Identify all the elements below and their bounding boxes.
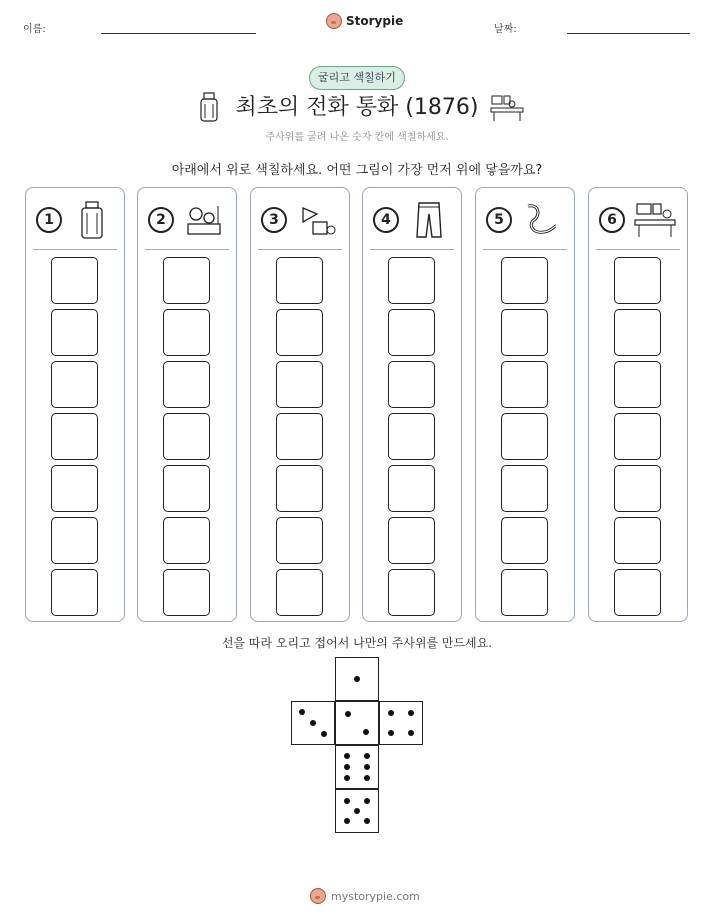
title-text: 최초의 전화 통화 (1876) [235,95,479,120]
color-box[interactable] [388,257,435,304]
cut-instruction: 선을 따라 오리고 접어서 나만의 주사위를 만드세요. [221,636,493,650]
pip [364,764,370,770]
subtitle: 주사위를 굴려 나온 숫자 칸에 색칠하세요. [265,132,449,143]
die-face-1 [335,657,379,701]
activity-badge: 굴리고 색칠하기 [309,66,405,90]
column-number: 1 [36,207,62,233]
color-box[interactable] [501,569,548,616]
pip [344,798,350,804]
die-face-5 [335,789,379,833]
battery-jar-icon [198,92,220,124]
pig-mascot-icon [310,888,326,904]
pip [364,775,370,781]
color-box[interactable] [51,569,98,616]
pip [344,818,350,824]
color-box[interactable] [163,413,210,460]
color-box[interactable] [276,257,323,304]
brand-logo [326,13,403,29]
pip [364,818,370,824]
color-box[interactable] [163,569,210,616]
column-number: 3 [261,207,287,233]
color-box[interactable] [276,361,323,408]
color-box[interactable] [163,257,210,304]
name-label: 이름: [23,24,46,35]
color-box[interactable] [614,309,661,356]
color-box[interactable] [163,361,210,408]
die-face-4 [379,701,423,745]
color-box[interactable] [51,413,98,460]
die-face-3 [291,701,335,745]
column-1 [25,187,125,622]
column-divider [145,249,229,250]
column-divider [33,249,117,250]
battery-jar-icon [70,200,114,240]
color-box[interactable] [501,361,548,408]
color-box[interactable] [276,569,323,616]
date-label: 날짜: [494,24,517,35]
color-box[interactable] [388,413,435,460]
color-box[interactable] [614,517,661,564]
color-box[interactable] [614,465,661,512]
column-divider [258,249,342,250]
pip [310,720,316,726]
date-field[interactable] [567,33,690,34]
workshop-desk-icon [633,200,677,240]
pip [388,710,394,716]
workshop-desk-icon [490,94,524,122]
cable-wire-icon [520,200,564,240]
brand-name: Storypie [346,14,404,28]
pip [345,711,351,717]
color-box[interactable] [614,361,661,408]
color-box[interactable] [276,309,323,356]
color-box[interactable] [276,413,323,460]
color-box[interactable] [614,569,661,616]
pip [354,808,360,814]
column-divider [596,249,680,250]
pip [344,753,350,759]
pip [408,730,414,736]
pip [299,709,305,715]
column-number: 2 [148,207,174,233]
color-box[interactable] [163,465,210,512]
pip [364,798,370,804]
color-box[interactable] [388,309,435,356]
pip [408,710,414,716]
color-box[interactable] [388,465,435,512]
color-box[interactable] [614,257,661,304]
footer [310,888,420,904]
color-box[interactable] [501,517,548,564]
color-box[interactable] [501,309,548,356]
die-face-2 [335,701,379,745]
column-6 [588,187,688,622]
color-box[interactable] [163,309,210,356]
color-box[interactable] [51,309,98,356]
color-box[interactable] [51,465,98,512]
pip [388,730,394,736]
color-box[interactable] [276,517,323,564]
column-number: 5 [486,207,512,233]
coloring-instruction: 아래에서 위로 색칠하세요. 어떤 그림이 가장 먼저 위에 닿을까요? [171,163,543,178]
gears-machine-icon [182,200,226,240]
column-4 [362,187,462,622]
gramophone-icon [295,200,339,240]
column-5 [475,187,575,622]
color-box[interactable] [163,517,210,564]
column-2 [137,187,237,622]
column-3 [250,187,350,622]
die-face-6 [335,745,379,789]
color-box[interactable] [51,517,98,564]
pip [344,764,350,770]
pig-mascot-icon [326,13,342,29]
pip [363,729,369,735]
pip [364,753,370,759]
color-box[interactable] [51,361,98,408]
footer-url[interactable]: mystorypie.com [331,889,420,903]
color-box[interactable] [388,569,435,616]
color-box[interactable] [614,413,661,460]
color-box[interactable] [501,257,548,304]
pip [321,731,327,737]
column-number: 4 [373,207,399,233]
trousers-icon [407,200,451,240]
pip [344,775,350,781]
name-field[interactable] [101,33,256,34]
column-number: 6 [599,207,625,233]
pip [354,676,360,682]
color-box[interactable] [388,361,435,408]
color-box[interactable] [388,517,435,564]
color-box[interactable] [501,413,548,460]
column-divider [370,249,454,250]
color-box[interactable] [501,465,548,512]
color-box[interactable] [276,465,323,512]
page-title [0,90,714,121]
color-box[interactable] [51,257,98,304]
column-divider [483,249,567,250]
